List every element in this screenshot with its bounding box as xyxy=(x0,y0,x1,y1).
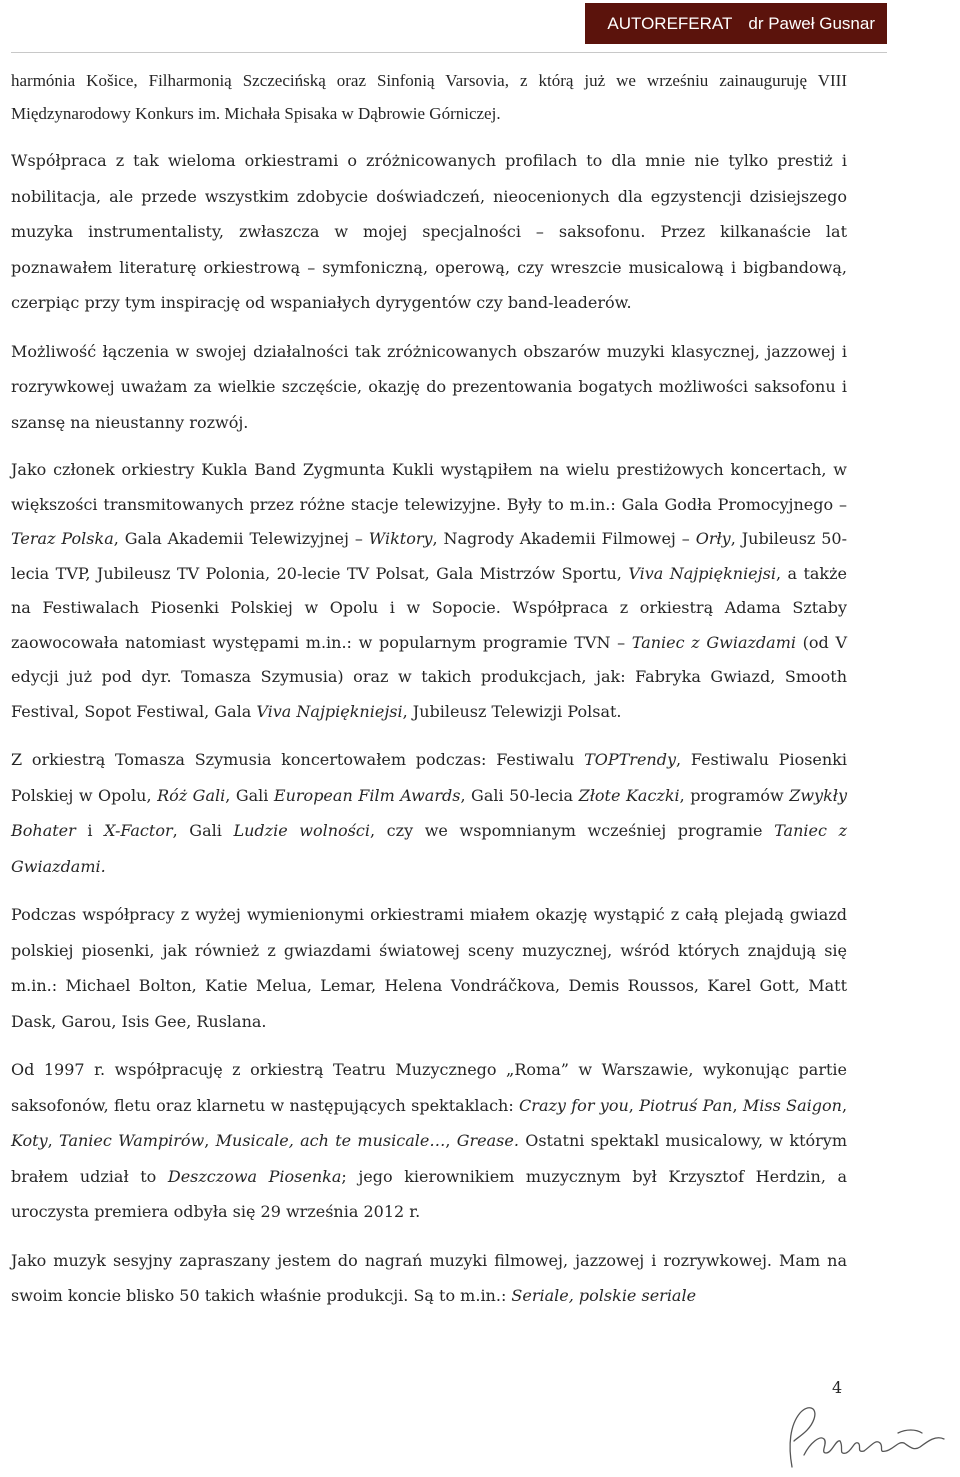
italic-title: Koty xyxy=(11,1131,48,1150)
italic-title: Miss Saigon xyxy=(742,1095,842,1115)
italic-title: Seriale, polskie seriale xyxy=(511,1286,697,1305)
document-body xyxy=(11,64,847,1327)
italic-title: Piotruś Pan xyxy=(639,1095,733,1115)
italic-title: Ludzie wolności xyxy=(233,821,370,840)
text-run: Współpraca z tak wieloma orkiestrami o zróżnicowanych profilach to dla mnie nie tylko prestiż i nobilitacja, ale przede wszystkim zdobycie doświadczeń, nieocenionych dla egzystencji dzisiejszego muzyka instrumentalisty, zwłaszcza w mojej specjalności – saksofonu. Przez kilkanaście lat poznawałem literaturę orkiestrową – symfoniczną, operową, czy wreszcie musicalową i bigbandową, czerpiąc przy tym inspirację od wspaniałych dyrygentów czy band-leaderów. xyxy=(11,151,847,312)
italic-title: Taniec z Gwiazdami. xyxy=(11,821,847,876)
text-run: , xyxy=(628,1095,640,1115)
text-run: , a także na Festiwalach Piosenki Polskiej w Opolu i w Sopocie. Współpraca z orkiestrą Adama Sztaby zaowocowała natomiast występami m.in.: w popularnym programie TVN – xyxy=(11,563,847,652)
italic-title: European Film Awards xyxy=(273,785,461,805)
text-run: , Gali xyxy=(172,821,234,840)
text-run: , Gala Akademii Telewizyjnej – xyxy=(113,529,369,548)
italic-title: Taniec Wampirów xyxy=(59,1131,205,1150)
header-divider xyxy=(11,52,887,53)
paragraph-7 xyxy=(11,1052,847,1230)
italic-title: Crazy for you xyxy=(519,1095,629,1115)
italic-title: Musicale, ach te musicale… xyxy=(215,1131,446,1150)
text-run: , Jubileusz Telewizji Polsat. xyxy=(402,701,622,721)
text-run: , programów xyxy=(679,785,790,805)
italic-title: Deszczowa Piosenka xyxy=(167,1166,342,1186)
text-run: Ostatni spektakl musicalowy, w którym brałem udział to xyxy=(11,1131,848,1186)
paragraph-4 xyxy=(11,453,847,729)
text-run: Jako członek orkiestry Kukla Band Zygmunta Kukli wystąpiłem na wielu prestiżowych koncertach, w większości transmitowanych przez różne stacje telewizyjne. Były to m.in.: Gala Godła Promocyjnego – xyxy=(11,460,847,514)
italic-title: Teraz Polska xyxy=(11,529,114,548)
text-run: , Gali 50-lecia xyxy=(460,785,579,805)
header-label: AUTOREFERAT xyxy=(607,13,733,33)
paragraph-2 xyxy=(11,143,847,321)
text-run: , Festiwalu Piosenki Polskiej w Opolu, xyxy=(11,750,847,805)
italic-title: Grease. xyxy=(456,1131,519,1150)
italic-title: Viva Najpiękniejsi xyxy=(628,563,776,583)
text-run: Jako muzyk sesyjny zapraszany jestem do nagrań muzyki filmowej, jazzowej i rozrywkowej. Mam na swoim koncie blisko 50 takich właśnie produkcji. Są to m.in.: xyxy=(11,1250,847,1305)
text-run: Podczas współpracy z wyżej wymienionymi orkiestrami miałem okazję wystąpić z całą plejadą gwiazd polskiej piosenki, jak również z gwiazdami światowej sceny muzycznej, wśród których znajdują się m.in.: Michael Bolton, Katie Melua, Lemar, Helena Vondráčkova, Demis Roussos, Karel Gott, Matt Dask, Garou, Isis Gee, Ruslana. xyxy=(11,905,847,1031)
text-run: , xyxy=(445,1131,457,1150)
paragraph-8 xyxy=(11,1243,847,1314)
italic-title: Zwykły Bohater xyxy=(11,785,848,840)
paragraph-1 xyxy=(11,64,847,130)
text-run: , Gali xyxy=(225,785,274,805)
text-run: i xyxy=(75,821,105,840)
italic-title: Taniec z Gwiazdami xyxy=(631,632,796,652)
text-run: Z orkiestrą Tomasza Szymusia koncertowałem podczas: Festiwalu xyxy=(11,750,585,769)
italic-title: X-Factor xyxy=(104,821,173,840)
paragraph-3 xyxy=(11,334,847,441)
text-run: (od V edycji już pod dyr. Tomasza Szymusia) oraz w takich produkcjach, jak: Fabryka Gwiazd, Smooth Festival, Sopot Festiwal, Gala xyxy=(11,632,847,721)
handwritten-signature-icon xyxy=(780,1395,950,1475)
text-run: harmónia Košice, Filharmonią Szczecińską oraz Sinfonią Varsovia, z którą już we wrześniu zainauguruję VIII Międzynarodowy Konkurs im. Michała Spisaka w Dąbrowie Górniczej. xyxy=(11,71,847,123)
header-author: dr Paweł Gusnar xyxy=(748,13,875,33)
text-run: Możliwość łączenia w swojej działalności tak zróżnicowanych obszarów muzyki klasycznej, jazzowej i rozrywkowej uważam za wielkie szczęście, okazję do prezentowania bogatych możliwości saksofonu i szansę na nieustanny rozwój. xyxy=(11,341,847,432)
text-run: , xyxy=(47,1131,60,1150)
text-run: , xyxy=(732,1095,743,1115)
page-header xyxy=(585,3,887,44)
paragraph-6 xyxy=(11,897,847,1039)
text-run: , Nagrody Akademii Filmowej – xyxy=(432,529,696,548)
italic-title: Złote Kaczki xyxy=(578,785,680,805)
text-run: , Jubileusz 50-lecia TVP, Jubileusz TV Polonia, 20-lecie TV Polsat, Gala Mistrzów Sportu, xyxy=(11,529,848,583)
page-number: 4 xyxy=(832,1378,843,1397)
text-run: , xyxy=(841,1095,848,1115)
italic-title: Róż Gali xyxy=(157,785,226,805)
text-run: , xyxy=(204,1131,216,1150)
italic-title: Orły xyxy=(695,529,731,548)
italic-title: TOPTrendy xyxy=(584,750,676,769)
italic-title: Wiktory xyxy=(368,529,433,548)
paragraph-5 xyxy=(11,742,847,884)
text-run: ; jego kierownikiem muzycznym był Krzysztof Herdzin, a uroczysta premiera odbyła się 29 września 2012 r. xyxy=(11,1166,848,1221)
text-run: , czy we wspomnianym wcześniej programie xyxy=(369,821,775,840)
italic-title: Viva Najpiękniejsi xyxy=(256,701,403,721)
text-run: Od 1997 r. współpracuję z orkiestrą Teatru Muzycznego „Roma” w Warszawie, wykonując partie saksofonów, fletu oraz klarnetu w następujących spektaklach: xyxy=(11,1060,847,1115)
